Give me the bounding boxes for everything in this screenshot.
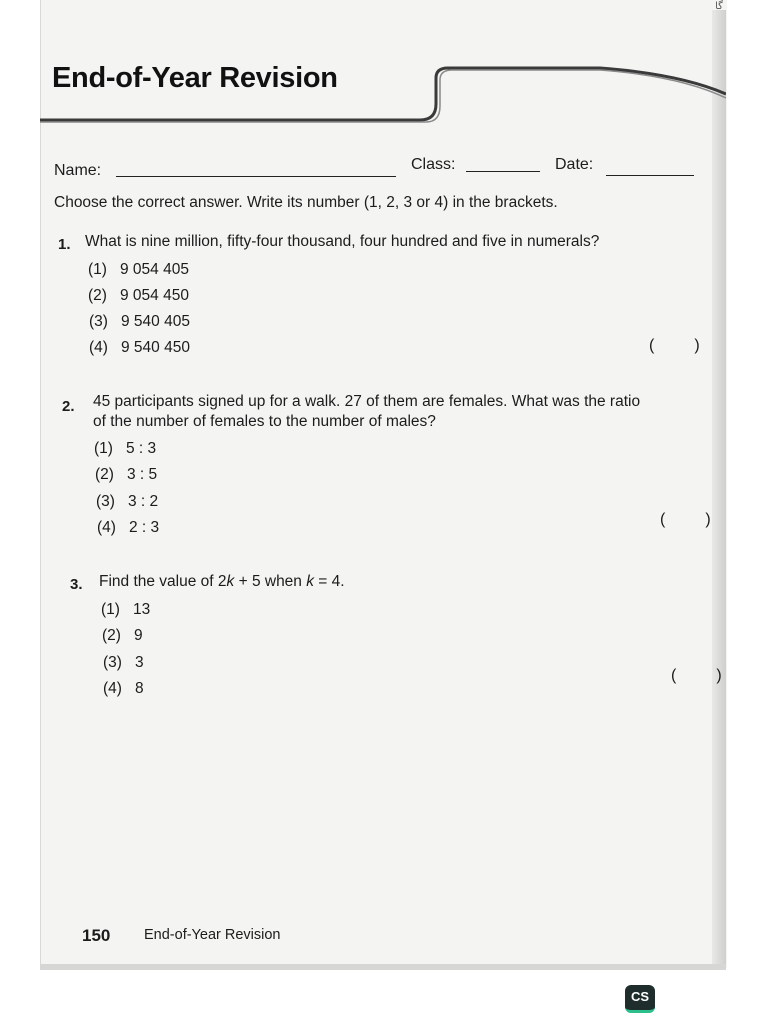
bracket-close: ) — [705, 511, 711, 528]
camscanner-logo-icon: CS — [625, 985, 655, 1013]
option-label: (1) — [101, 601, 120, 618]
page-title: End-of-Year Revision — [52, 62, 338, 94]
option-value: 9 540 450 — [121, 339, 190, 356]
option-label: (4) — [97, 519, 116, 536]
date-label: Date: — [555, 156, 594, 173]
question-text: 45 participants signed up for a walk. 27 of them are females. What was the ratio — [93, 393, 641, 410]
date-field[interactable] — [606, 175, 694, 176]
option — [88, 287, 189, 305]
option-label: (2) — [95, 466, 114, 483]
option-value: 3 : 2 — [128, 493, 159, 510]
bracket-close: ) — [694, 337, 700, 354]
bracket-open: ( — [649, 337, 655, 354]
option-label: (3) — [89, 313, 108, 330]
question-number: 2. — [62, 398, 75, 415]
bracket-open: ( — [671, 667, 677, 684]
bracket-close: ) — [716, 667, 722, 684]
answer-bracket[interactable] — [660, 511, 711, 529]
question-text: What is nine million, fifty-four thousand, four hundred and five in numerals? — [85, 233, 600, 250]
option — [94, 440, 156, 458]
option — [102, 627, 143, 645]
option-label: (2) — [88, 287, 107, 304]
option-value: 9 — [134, 627, 143, 644]
option-value: 9 054 405 — [120, 261, 189, 278]
worksheet-page — [40, 0, 727, 968]
option — [89, 339, 190, 357]
page-edge — [712, 10, 726, 968]
option — [96, 493, 158, 511]
option-label: (4) — [103, 680, 122, 697]
answer-bracket[interactable] — [649, 337, 700, 355]
option-value: 9 054 450 — [120, 287, 189, 304]
question-text: Find the value of 2k + 5 when k = 4. — [99, 573, 345, 590]
option — [101, 601, 150, 619]
option-label: (3) — [103, 654, 122, 671]
option — [97, 519, 159, 537]
footer-title: End-of-Year Revision — [144, 927, 281, 943]
option-value: 13 — [133, 601, 151, 618]
instructions: Choose the correct answer. Write its number (1, 2, 3 or 4) in the brackets. — [54, 194, 558, 211]
option-label: (4) — [89, 339, 108, 356]
option-value: 3 : 5 — [127, 466, 158, 483]
option — [89, 313, 190, 331]
question-number: 3. — [70, 576, 83, 593]
class-field[interactable] — [466, 171, 540, 172]
class-label: Class: — [411, 156, 456, 173]
name-field[interactable] — [116, 176, 396, 177]
option-label: (3) — [96, 493, 115, 510]
name-label: Name: — [54, 162, 102, 179]
corner-mark: ﮔﺎ — [715, 1, 723, 12]
option — [88, 261, 189, 279]
bracket-open: ( — [660, 511, 666, 528]
question-number: 1. — [58, 236, 71, 253]
question-text: of the number of females to the number of males? — [93, 413, 436, 430]
option-value: 9 540 405 — [121, 313, 190, 330]
option — [103, 654, 144, 672]
option-value: 2 : 3 — [129, 519, 160, 536]
option-label: (2) — [102, 627, 121, 644]
option-label: (1) — [88, 261, 107, 278]
option-label: (1) — [94, 440, 113, 457]
option-value: 3 — [135, 654, 144, 671]
page-number: 150 — [82, 926, 111, 945]
option-value: 8 — [135, 680, 144, 697]
page-bottom-edge — [40, 964, 726, 970]
option — [95, 466, 157, 484]
answer-bracket[interactable] — [671, 667, 722, 685]
option — [103, 680, 144, 698]
option-value: 5 : 3 — [126, 440, 157, 457]
